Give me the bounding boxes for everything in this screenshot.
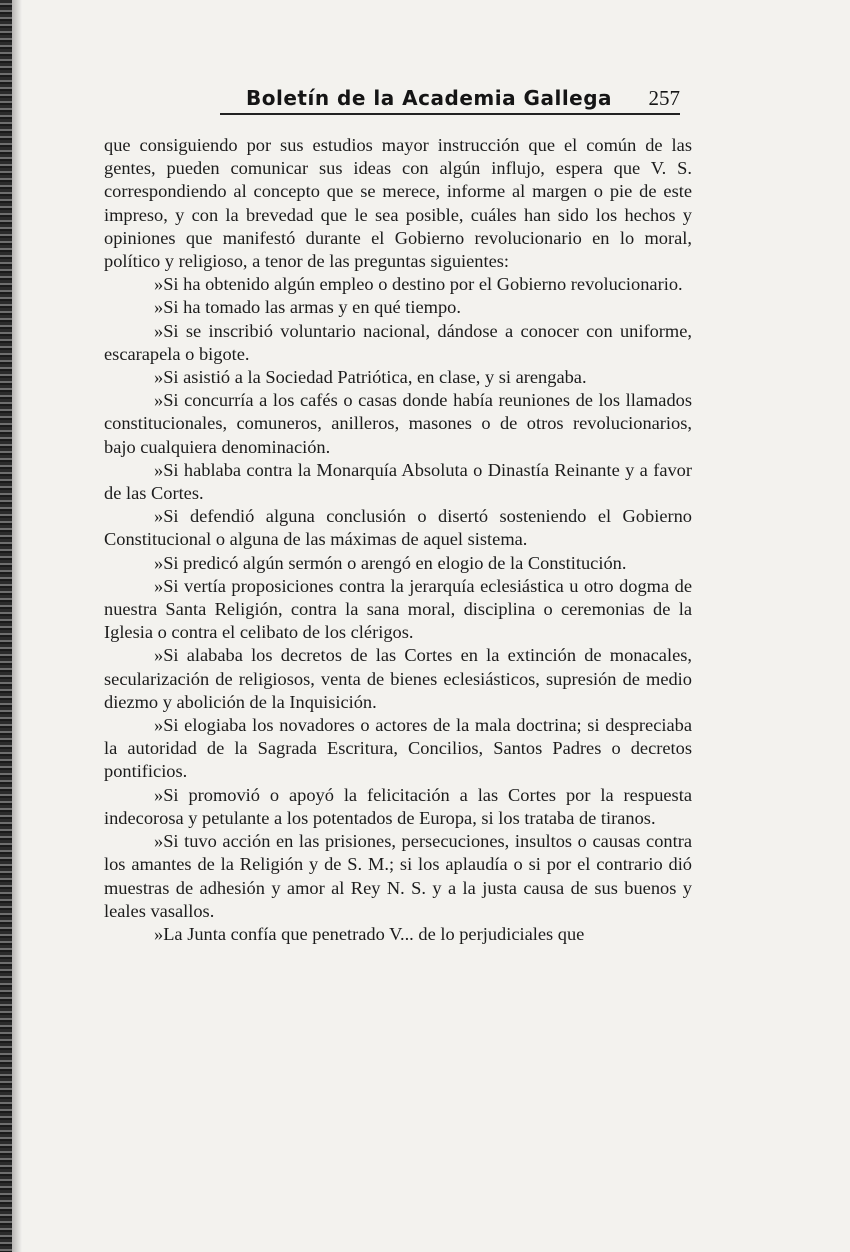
question-item: »Si defendió alguna conclusión o disertó sosteniendo el Gobierno Constitucional o alguna de las máximas de aquel sistema. [104,506,692,550]
question-item: »Si concurría a los cafés o casas donde había reuniones de los llamados constitucionales, comuneros, anilleros, masones o de otros revolucionarios, bajo cualquiera denominación. [104,390,692,457]
question-item: »Si hablaba contra la Monarquía Absoluta o Dinastía Reinante y a favor de las Cortes. [104,459,692,504]
page-header [220,86,680,116]
running-title: Boletín de la Academia Gallega [246,86,613,110]
question-item: »Si asistió a la Sociedad Patriótica, en clase, y si arengaba. [154,367,587,388]
book-binding-edge [0,0,12,1252]
question-item: »Si vertía proposiciones contra la jerarquía eclesiástica u otro dogma de nuestra Santa Religión, contra la sana moral, disciplina o ceremonias de la Iglesia o contra el celibato de los clérigos. [104,575,692,643]
question-item: »Si ha obtenido algún empleo o destino por el Gobierno revolucionario. [154,274,683,295]
question-item: »Si alababa los decretos de las Cortes en la extinción de monacales, secularización de religiosos, venta de bienes eclesiásticos, supresión de medio diezmo y abolición de la Inquisición. [104,645,692,712]
header-rule [220,113,680,115]
question-item: »Si tuvo acción en las prisiones, persecuciones, insultos o causas contra los amantes de la Religión y de S. M.; si los aplaudía o si por el contrario dió muestras de adhesión y amor al Rey N. S. y a la justa causa de sus buenos y leales vasallos. [104,831,692,921]
question-item: »Si ha tomado las armas y en qué tiempo. [154,297,461,318]
question-item: »Si elogiaba los novadores o actores de la mala doctrina; si despreciaba la autoridad de la Sagrada Escritura, Concilios, Santos Padres o decretos pontificios. [104,715,692,782]
page-number: 257 [648,86,680,110]
paragraph: »La Junta confía que penetrado V... de lo perjudiciales que [154,923,585,944]
paragraph: que consiguiendo por sus estudios mayor instrucción que el común de las gentes, pueden comunicar sus ideas con algún influjo, espera que V. S. correspondiendo al concepto que se merece, informe al margen o pie de este impreso, y con la brevedad que le sea posible, cuáles han sido los hechos y opiniones que manifestó durante el Gobierno revolucionario en lo moral, político y religioso, a tenor de las preguntas siguientes: [104,135,692,272]
question-item: »Si predicó algún sermón o arengó en elogio de la Constitución. [154,552,627,573]
question-item: »Si se inscribió voluntario nacional, dándose a conocer con uniforme, escarapela o bigote. [104,320,692,364]
question-item: »Si promovió o apoyó la felicitación a las Cortes por la respuesta indecorosa y petulante a los potentados de Europa, si los trataba de tiranos. [104,784,692,828]
body-text [104,134,692,946]
binding-shadow [12,0,22,1252]
